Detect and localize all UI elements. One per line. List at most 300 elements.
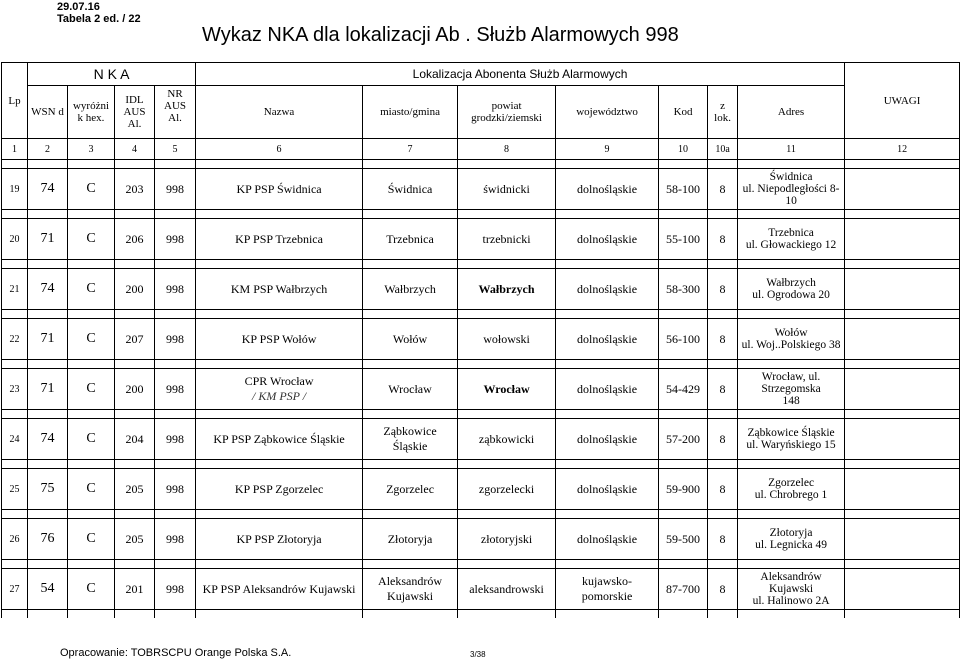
cell-nr: 998 <box>155 169 196 210</box>
spacer-cell <box>556 260 659 269</box>
column-number: 6 <box>196 139 363 160</box>
cell-nazwa <box>196 419 363 460</box>
cell-z-lok: 8 <box>708 469 738 510</box>
cell-wojewodztwo: dolnośląskie <box>556 419 659 460</box>
spacer-cell <box>196 260 363 269</box>
spacer-cell <box>363 460 458 469</box>
miasto-line: Wrocław <box>388 381 432 396</box>
row-spacer <box>2 260 960 269</box>
col-powiat-header: powiat grodzki/ziemski <box>458 86 556 139</box>
header-row-groups <box>2 63 960 86</box>
cell-wsn: 75 <box>28 469 68 510</box>
cell-adres <box>738 519 845 560</box>
nazwa-line: KP PSP Złotoryja <box>236 531 322 546</box>
spacer-cell <box>68 210 115 219</box>
cell-z-lok: 8 <box>708 169 738 210</box>
spacer-cell <box>363 310 458 319</box>
table-row <box>2 369 960 410</box>
spacer-cell <box>2 560 28 569</box>
cell-miasto <box>363 569 458 610</box>
adres-line: Wołów <box>774 327 808 339</box>
cell-wyrozni: C <box>68 169 115 210</box>
cell-wojewodztwo: dolnośląskie <box>556 169 659 210</box>
col-nazwa-header: Nazwa <box>196 86 363 139</box>
column-number: 3 <box>68 139 115 160</box>
row-spacer <box>2 410 960 419</box>
cell-wojewodztwo: dolnośląskie <box>556 469 659 510</box>
miasto-line: Wołów <box>392 331 428 346</box>
cell-powiat: świdnicki <box>458 169 556 210</box>
cell-nazwa <box>196 169 363 210</box>
row-spacer <box>2 510 960 519</box>
cell-nr: 998 <box>155 469 196 510</box>
spacer-cell <box>363 160 458 169</box>
miasto-line: Ząbkowice <box>383 424 437 438</box>
spacer-cell <box>708 360 738 369</box>
col-lp-header: Lp <box>2 63 28 139</box>
cell-idl: 200 <box>115 369 155 410</box>
spacer-cell <box>708 210 738 219</box>
table-row <box>2 169 960 210</box>
spacer-cell <box>363 560 458 569</box>
spacer-cell <box>708 560 738 569</box>
spacer-cell <box>196 560 363 569</box>
cell-nr: 998 <box>155 219 196 260</box>
cell-kod: 87-700 <box>659 569 708 610</box>
table-row <box>2 269 960 310</box>
spacer-cell <box>363 610 458 619</box>
spacer-cell <box>556 510 659 519</box>
miasto-line: Trzebnica <box>386 231 434 246</box>
spacer-cell <box>458 510 556 519</box>
cell-lp: 19 <box>2 169 28 210</box>
spacer-cell <box>196 360 363 369</box>
cell-lp: 26 <box>2 519 28 560</box>
cell-adres <box>738 319 845 360</box>
col-wsn-header: WSN d <box>28 86 68 139</box>
spacer-cell <box>659 560 708 569</box>
cell-z-lok: 8 <box>708 269 738 310</box>
cell-miasto <box>363 219 458 260</box>
spacer-cell <box>708 610 738 619</box>
miasto-line: Wałbrzych <box>384 281 436 296</box>
spacer-cell <box>115 310 155 319</box>
spacer-cell <box>196 160 363 169</box>
spacer-cell <box>2 260 28 269</box>
col-z-header: z lok. <box>708 86 738 139</box>
col-idl-header: IDL AUS Al. <box>115 86 155 139</box>
spacer-cell <box>68 360 115 369</box>
cell-adres <box>738 219 845 260</box>
spacer-cell <box>28 510 68 519</box>
cell-uwagi <box>845 269 960 310</box>
adres-subline: ul. Halinowo 2A <box>752 595 830 607</box>
spacer-cell <box>115 360 155 369</box>
spacer-cell <box>738 360 845 369</box>
spacer-cell <box>363 410 458 419</box>
spacer-cell <box>28 160 68 169</box>
spacer-cell <box>68 410 115 419</box>
spacer-cell <box>738 410 845 419</box>
spacer-cell <box>363 360 458 369</box>
spacer-cell <box>2 410 28 419</box>
spacer-cell <box>556 310 659 319</box>
table-row <box>2 519 960 560</box>
spacer-cell <box>28 410 68 419</box>
table-row <box>2 319 960 360</box>
cell-wyrozni: C <box>68 219 115 260</box>
spacer-cell <box>659 510 708 519</box>
table-reference: Tabela 2 ed. / 22 <box>57 13 141 25</box>
cell-nazwa <box>196 219 363 260</box>
adres-line: Zgorzelec <box>768 477 815 489</box>
miasto-line: Świdnica <box>387 181 433 196</box>
cell-miasto <box>363 319 458 360</box>
location-group-header: Lokalizacja Abonenta Służb Alarmowych <box>196 63 845 86</box>
spacer-cell <box>659 310 708 319</box>
cell-nr: 998 <box>155 419 196 460</box>
col-kod-header: Kod <box>659 86 708 139</box>
spacer-cell <box>738 210 845 219</box>
spacer-cell <box>115 160 155 169</box>
adres-line: Złotoryja <box>769 527 813 539</box>
cell-wsn: 74 <box>28 419 68 460</box>
nazwa-line: KP PSP Wołów <box>241 331 317 346</box>
table-row <box>2 569 960 610</box>
adres-line: Wałbrzych <box>766 277 816 289</box>
cell-lp: 20 <box>2 219 28 260</box>
cell-wojewodztwo: dolnośląskie <box>556 369 659 410</box>
cell-wsn: 71 <box>28 319 68 360</box>
cell-adres <box>738 569 845 610</box>
spacer-cell <box>458 410 556 419</box>
cell-z-lok: 8 <box>708 419 738 460</box>
spacer-cell <box>28 560 68 569</box>
cell-idl: 205 <box>115 519 155 560</box>
cell-idl: 205 <box>115 469 155 510</box>
cell-miasto <box>363 269 458 310</box>
column-number: 2 <box>28 139 68 160</box>
cell-kod: 57-200 <box>659 419 708 460</box>
spacer-cell <box>2 160 28 169</box>
cell-uwagi <box>845 569 960 610</box>
spacer-cell <box>155 210 196 219</box>
column-number: 8 <box>458 139 556 160</box>
spacer-cell <box>659 410 708 419</box>
cell-wojewodztwo: dolnośląskie <box>556 269 659 310</box>
document-date: 29.07.16 <box>57 1 100 13</box>
spacer-cell <box>196 310 363 319</box>
spacer-cell <box>28 610 68 619</box>
spacer-cell <box>196 460 363 469</box>
spacer-cell <box>556 610 659 619</box>
spacer-cell <box>458 210 556 219</box>
header-row-columns <box>2 86 960 139</box>
column-number: 7 <box>363 139 458 160</box>
cell-nr: 998 <box>155 369 196 410</box>
spacer-cell <box>28 360 68 369</box>
spacer-cell <box>845 410 960 419</box>
cell-wsn: 74 <box>28 269 68 310</box>
miasto-line: Złotoryja <box>387 531 433 546</box>
spacer-cell <box>115 210 155 219</box>
column-number: 10a <box>708 139 738 160</box>
row-spacer <box>2 160 960 169</box>
nka-table <box>1 62 960 618</box>
spacer-cell <box>2 360 28 369</box>
cell-kod: 55-100 <box>659 219 708 260</box>
cell-uwagi <box>845 419 960 460</box>
spacer-cell <box>2 510 28 519</box>
cell-wsn: 71 <box>28 219 68 260</box>
table-row <box>2 469 960 510</box>
adres-subline: ul. Woj..Polskiego 38 <box>741 339 841 351</box>
cell-wyrozni: C <box>68 469 115 510</box>
spacer-cell <box>556 410 659 419</box>
adres-line: Ząbkowice Śląskie <box>747 427 835 439</box>
cell-wojewodztwo: dolnośląskie <box>556 319 659 360</box>
spacer-cell <box>708 410 738 419</box>
spacer-cell <box>556 210 659 219</box>
spacer-cell <box>708 260 738 269</box>
spacer-cell <box>28 210 68 219</box>
spacer-cell <box>196 610 363 619</box>
spacer-cell <box>659 460 708 469</box>
adres-line: Trzebnica <box>768 227 814 239</box>
spacer-cell <box>115 260 155 269</box>
row-spacer <box>2 310 960 319</box>
spacer-cell <box>2 210 28 219</box>
cell-lp: 23 <box>2 369 28 410</box>
adres-subline: ul. Głowackiego 12 <box>745 239 837 251</box>
spacer-cell <box>556 160 659 169</box>
cell-uwagi <box>845 219 960 260</box>
adres-subline: 148 <box>782 395 800 407</box>
column-number: 10 <box>659 139 708 160</box>
cell-powiat: trzebnicki <box>458 219 556 260</box>
cell-kod: 56-100 <box>659 319 708 360</box>
cell-lp: 25 <box>2 469 28 510</box>
spacer-cell <box>68 510 115 519</box>
nazwa-line: KP PSP Zgorzelec <box>234 481 324 496</box>
cell-powiat: złotoryjski <box>458 519 556 560</box>
column-number: 11 <box>738 139 845 160</box>
miasto-line: Zgorzelec <box>386 481 435 496</box>
spacer-cell <box>738 460 845 469</box>
cell-nr: 998 <box>155 519 196 560</box>
cell-uwagi <box>845 319 960 360</box>
spacer-cell <box>68 460 115 469</box>
spacer-cell <box>363 510 458 519</box>
cell-idl: 201 <box>115 569 155 610</box>
row-spacer <box>2 210 960 219</box>
spacer-cell <box>2 460 28 469</box>
cell-nazwa <box>196 569 363 610</box>
spacer-cell <box>458 260 556 269</box>
cell-lp: 21 <box>2 269 28 310</box>
cell-idl: 203 <box>115 169 155 210</box>
cell-z-lok: 8 <box>708 569 738 610</box>
spacer-cell <box>155 560 196 569</box>
nazwa-subline: / KM PSP / <box>251 389 307 403</box>
spacer-cell <box>68 560 115 569</box>
cell-wyrozni: C <box>68 269 115 310</box>
spacer-cell <box>659 260 708 269</box>
cell-kod: 59-900 <box>659 469 708 510</box>
page-number: 3/38 <box>470 650 486 659</box>
column-number: 12 <box>845 139 960 160</box>
col-nr-header: NR AUS Al. <box>155 86 196 139</box>
spacer-cell <box>458 160 556 169</box>
cell-nr: 998 <box>155 569 196 610</box>
cell-powiat: Wałbrzych <box>458 269 556 310</box>
spacer-cell <box>738 510 845 519</box>
adres-subline: ul. Waryńskiego 15 <box>746 439 836 451</box>
cell-idl: 207 <box>115 319 155 360</box>
cell-wsn: 74 <box>28 169 68 210</box>
column-number: 5 <box>155 139 196 160</box>
cell-adres <box>738 169 845 210</box>
spacer-cell <box>845 560 960 569</box>
nazwa-line: KP PSP Aleksandrów Kujawski <box>202 581 356 596</box>
spacer-cell <box>155 360 196 369</box>
cell-miasto <box>363 169 458 210</box>
cell-uwagi <box>845 169 960 210</box>
adres-line: Wrocław, ul. Strzegomska <box>761 371 821 395</box>
cell-wyrozni: C <box>68 319 115 360</box>
row-spacer <box>2 460 960 469</box>
spacer-cell <box>659 610 708 619</box>
spacer-cell <box>68 260 115 269</box>
table-row <box>2 419 960 460</box>
cell-powiat: wołowski <box>458 319 556 360</box>
spacer-cell <box>115 460 155 469</box>
spacer-cell <box>155 160 196 169</box>
spacer-cell <box>458 310 556 319</box>
column-number: 9 <box>556 139 659 160</box>
cell-miasto <box>363 519 458 560</box>
cell-powiat: zgorzelecki <box>458 469 556 510</box>
column-number: 4 <box>115 139 155 160</box>
cell-miasto <box>363 369 458 410</box>
spacer-cell <box>115 560 155 569</box>
nka-group-header: N K A <box>28 63 196 86</box>
spacer-cell <box>845 260 960 269</box>
cell-nazwa <box>196 519 363 560</box>
cell-adres <box>738 469 845 510</box>
spacer-cell <box>845 210 960 219</box>
adres-subline: ul. Ogrodowa 20 <box>752 289 830 301</box>
spacer-cell <box>155 310 196 319</box>
adres-subline: ul. Legnicka 49 <box>755 539 827 551</box>
spacer-cell <box>155 410 196 419</box>
spacer-cell <box>196 510 363 519</box>
cell-wyrozni: C <box>68 519 115 560</box>
adres-line: Świdnica <box>769 171 813 183</box>
cell-adres <box>738 419 845 460</box>
spacer-cell <box>556 460 659 469</box>
spacer-cell <box>556 560 659 569</box>
spacer-cell <box>2 310 28 319</box>
spacer-cell <box>659 360 708 369</box>
spacer-cell <box>155 510 196 519</box>
spacer-cell <box>556 360 659 369</box>
spacer-cell <box>738 560 845 569</box>
cell-kod: 59-500 <box>659 519 708 560</box>
spacer-cell <box>115 410 155 419</box>
spacer-cell <box>845 160 960 169</box>
spacer-cell <box>196 410 363 419</box>
spacer-cell <box>458 610 556 619</box>
spacer-cell <box>155 260 196 269</box>
spacer-cell <box>708 510 738 519</box>
cell-wojewodztwo: dolnośląskie <box>556 519 659 560</box>
row-spacer <box>2 560 960 569</box>
spacer-cell <box>28 260 68 269</box>
spacer-cell <box>458 560 556 569</box>
cell-idl: 200 <box>115 269 155 310</box>
miasto-subline: Śląskie <box>392 439 428 453</box>
col-miasto-header: miasto/gmina <box>363 86 458 139</box>
cell-wsn: 71 <box>28 369 68 410</box>
row-spacer <box>2 360 960 369</box>
cell-lp: 27 <box>2 569 28 610</box>
cell-kod: 58-300 <box>659 269 708 310</box>
cell-adres <box>738 369 845 410</box>
cell-nazwa <box>196 369 363 410</box>
cell-wojewodztwo: kujawsko-pomorskie <box>556 569 659 610</box>
cell-nr: 998 <box>155 269 196 310</box>
cell-nazwa <box>196 319 363 360</box>
adres-line: Aleksandrów Kujawski <box>760 571 822 595</box>
spacer-cell <box>738 260 845 269</box>
col-uwagi-header: UWAGI <box>845 63 960 139</box>
spacer-cell <box>2 610 28 619</box>
spacer-cell <box>659 210 708 219</box>
cell-wyrozni: C <box>68 419 115 460</box>
spacer-cell <box>68 160 115 169</box>
cell-uwagi <box>845 369 960 410</box>
cell-powiat: Wrocław <box>458 369 556 410</box>
miasto-line: Aleksandrów <box>378 574 443 588</box>
spacer-cell <box>845 310 960 319</box>
adres-subline: ul. Chrobrego 1 <box>754 489 828 501</box>
footer-prepared: Opracowanie: TOBRSCPU Orange Polska S.A. <box>60 647 292 659</box>
cell-wsn: 54 <box>28 569 68 610</box>
spacer-cell <box>363 210 458 219</box>
cell-powiat: aleksandrowski <box>458 569 556 610</box>
spacer-cell <box>28 460 68 469</box>
cell-uwagi <box>845 469 960 510</box>
nazwa-line: CPR Wrocław <box>244 374 314 388</box>
spacer-cell <box>68 310 115 319</box>
miasto-subline: Kujawski <box>387 589 434 603</box>
nazwa-line: KP PSP Ząbkowice Śląskie <box>213 431 345 446</box>
table-row <box>2 219 960 260</box>
column-number-row <box>2 139 960 160</box>
spacer-cell <box>115 610 155 619</box>
cell-wyrozni: C <box>68 369 115 410</box>
spacer-cell <box>28 310 68 319</box>
nazwa-line: KM PSP Wałbrzych <box>230 281 328 296</box>
cell-idl: 206 <box>115 219 155 260</box>
spacer-cell <box>458 360 556 369</box>
spacer-cell <box>458 460 556 469</box>
spacer-cell <box>708 460 738 469</box>
page-title: Wykaz NKA dla lokalizacji Ab . Służb Alarmowych 998 <box>202 24 679 46</box>
spacer-cell <box>68 610 115 619</box>
cell-idl: 204 <box>115 419 155 460</box>
